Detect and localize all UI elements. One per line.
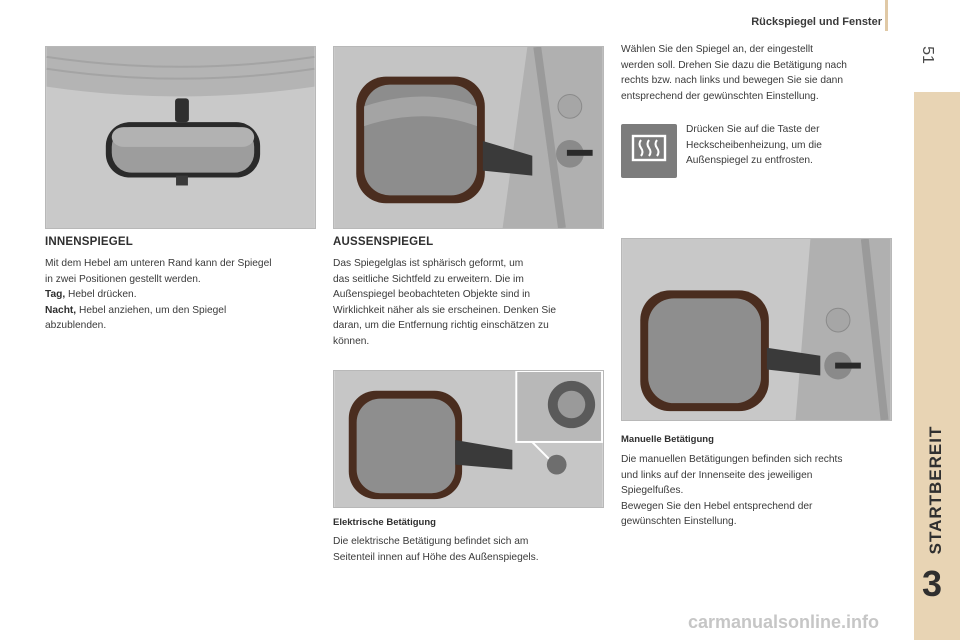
watermark: carmanualsonline.info (688, 612, 880, 632)
innenspiegel-nacht-line (45, 303, 320, 319)
aussenspiegel-heading: AUSSENSPIEGEL (333, 236, 434, 248)
aussenspiegel-line: Außenspiegel beobachteten Objekte sind in (333, 289, 531, 300)
aussenspiegel-line: daran, um die Entfernung richtig einschätzen zu (333, 320, 549, 331)
aussenspiegel-line: Wirklichkeit näher als sie erscheinen. Denken Sie (333, 304, 557, 316)
waehlen-line: Wählen Sie den Spiegel an, der eingestellt (621, 44, 813, 55)
manual-control-image (621, 238, 892, 421)
interior-mirror-image (45, 46, 316, 229)
nacht-label: Nacht, (45, 304, 77, 316)
innenspiegel-tag-line (45, 287, 320, 303)
innenspiegel-line: Mit dem Hebel am unteren Rand kann der Spiegel (45, 258, 272, 269)
aussenspiegel-line: das seitliche Sichtfeld zu erweitern. Die im (333, 273, 524, 285)
manuell-line: Bewegen Sie den Hebel entsprechend der (621, 500, 813, 512)
waehlen-line: werden soll. Drehen Sie dazu die Betätigung nach (621, 59, 847, 71)
aussenspiegel-line: Das Spiegelglas ist sphärisch geformt, um (333, 258, 524, 269)
innenspiegel-heading: INNENSPIEGEL (45, 236, 134, 248)
manuell-text (621, 452, 896, 530)
nacht-text: Hebel anziehen, um den Spiegel (76, 304, 227, 316)
manuell-line: gewünschten Einstellung. (621, 516, 737, 527)
manuell-line: und links auf der Innenseite des jeweiligen (621, 469, 813, 481)
aussenspiegel-text (333, 256, 608, 349)
innenspiegel-line: abzublenden. (45, 320, 107, 331)
defrost-line: Heckscheibenheizung, um die (686, 139, 822, 151)
chapter-tab-label: STARTBEREIT (926, 425, 945, 555)
defrost-text (686, 122, 886, 169)
innenspiegel-text (45, 256, 320, 334)
defrost-line: Außenspiegel zu entfrosten. (686, 155, 813, 166)
aussenspiegel-line: können. (333, 335, 370, 347)
elektrisch-line: Seitenteil innen auf Höhe des Außenspiegels. (333, 551, 539, 563)
chapter-number: 3 (922, 563, 943, 604)
manuell-line: Die manuellen Betätigungen befinden sich rechts (621, 454, 843, 465)
tag-text: Hebel drücken. (65, 289, 137, 300)
elektrisch-line: Die elektrische Betätigung befindet sich am (333, 536, 529, 547)
defrost-line: Drücken Sie auf die Taste der (686, 124, 820, 135)
rear-defrost-icon (621, 124, 677, 178)
manuell-line: Spiegelfußes. (621, 485, 684, 496)
page-number: 51 (918, 46, 936, 64)
header-title: Rückspiegel und Fenster (751, 16, 882, 28)
waehlen-line: rechts bzw. nach links und bewegen Sie sie dann (621, 75, 844, 86)
exterior-mirror-image (333, 46, 604, 229)
waehlen-text (621, 42, 896, 104)
electric-control-image (333, 370, 604, 508)
waehlen-line: entsprechend der gewünschten Einstellung. (621, 90, 819, 102)
tag-label: Tag, (45, 289, 66, 300)
elektrisch-heading: Elektrische Betätigung (333, 517, 436, 528)
manuell-heading: Manuelle Betätigung (621, 434, 714, 445)
elektrisch-text (333, 534, 608, 565)
innenspiegel-line: in zwei Positionen gestellt werden. (45, 273, 201, 285)
